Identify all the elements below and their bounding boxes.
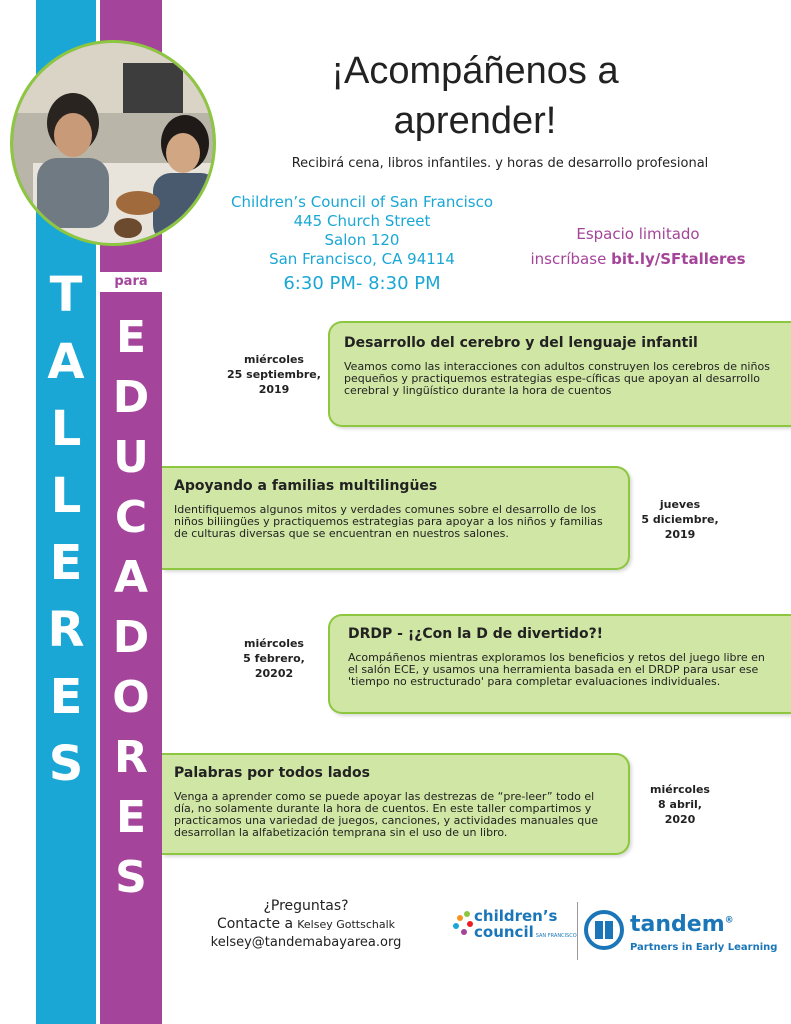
workshop-description: Venga a aprender como se puede apoyar las destrezas de “pre-leer” todo el día, no solamente durante la hora de cuentos. En este taller compartimos y practicamos una variedad de juegos, canciones, y actividades manuales que desarrollan la alfabetización temprana sin el uso de un libro.	[174, 790, 598, 839]
tandem-tagline: Partners in Early Learning	[630, 942, 778, 953]
workshop-card-3	[328, 614, 791, 714]
date-main: 5 diciembre,	[641, 513, 719, 526]
date-year: 2019	[258, 383, 290, 396]
date-year: 2020	[664, 813, 696, 826]
talleres-vertical-word	[36, 262, 96, 798]
tandem-book-icon	[588, 914, 620, 946]
talleres-letter: L	[50, 401, 82, 457]
tandem-registered-mark: ®	[724, 915, 734, 926]
register-link[interactable]: bit.ly/SFtalleres	[611, 250, 746, 268]
workshop-date-4	[630, 782, 730, 827]
educadores-letter: O	[112, 672, 150, 723]
street: 445 Church Street	[293, 212, 431, 230]
room: Salon 120	[324, 231, 400, 249]
educadores-letter: D	[112, 612, 150, 663]
date-year: 2019	[664, 528, 696, 541]
contact-question: ¿Preguntas?	[263, 898, 349, 914]
date-year: 20202	[254, 667, 294, 680]
logo-divider	[577, 902, 578, 960]
event-hours: 6:30 PM- 8:30 PM	[283, 273, 441, 294]
cc-sf: SAN FRANCISCO	[535, 933, 577, 939]
title-line-1: ¡Acompáñenos a	[331, 50, 619, 92]
date-day: miércoles	[650, 783, 710, 796]
date-main: 25 septiembre,	[227, 368, 321, 381]
educadores-letter: D	[112, 372, 150, 423]
educadores-letter: E	[115, 312, 147, 363]
talleres-letter: E	[49, 669, 83, 725]
talleres-letter: T	[49, 267, 83, 323]
date-day: miércoles	[244, 353, 304, 366]
limited-space: Espacio limitado	[576, 225, 700, 243]
workshop-title: Desarrollo del cerebro y del lenguaje infantil	[344, 335, 698, 351]
cc-line-2: council	[474, 923, 534, 941]
workshop-date-1	[222, 352, 326, 397]
date-main: 5 febrero,	[243, 652, 305, 665]
date-day: miércoles	[244, 637, 304, 650]
educadores-letter: R	[114, 732, 148, 783]
contact-email[interactable]: kelsey@tandemabayarea.org	[210, 935, 402, 950]
subtitle: Recibirá cena, libros infantiles. y horas de desarrollo profesional	[291, 156, 709, 171]
workshop-card-1	[328, 321, 791, 427]
workshop-title: Apoyando a familias multilingües	[174, 478, 438, 494]
workshop-card-2	[162, 466, 630, 570]
date-main: 8 abril,	[658, 798, 702, 811]
cc-line-1: children’s	[474, 907, 558, 925]
location-address	[212, 193, 512, 269]
date-day: jueves	[659, 498, 701, 511]
contact-name: Kelsey Gottschalk	[297, 918, 396, 931]
para-label: para	[100, 272, 162, 292]
workshop-date-2	[630, 497, 730, 542]
talleres-letter: A	[47, 334, 85, 390]
page-title	[230, 46, 720, 146]
talleres-letter: L	[50, 468, 82, 524]
educadores-letter: A	[113, 552, 149, 603]
contact-info	[186, 897, 426, 952]
title-line-2: aprender!	[393, 100, 557, 142]
workshop-title: DRDP - ¡¿Con la D de divertido?!	[348, 626, 604, 642]
registration-info	[508, 222, 768, 272]
talleres-letter: S	[48, 736, 84, 792]
childrens-council-wordmark	[474, 908, 577, 944]
educadores-vertical-word	[100, 308, 162, 908]
tandem-wordmark	[630, 912, 734, 937]
workshop-date-3	[226, 636, 322, 681]
workshop-description: Veamos como las interacciones con adultos construyen los cerebros de niños pequeños y practiquemos estrategias espe-cíficas que apoyan al desarrollo cerebral y lingüístico durante la hora de cuentos	[344, 360, 770, 397]
educadores-letter: E	[115, 792, 147, 843]
talleres-letter: E	[49, 535, 83, 591]
tandem-logo-icon	[584, 910, 624, 950]
workshop-description: Identifiquemos algunos mitos y verdades comunes sobre el desarrollo de los niños biliingües y practiquemos estrategias para apoyar a los niños y familias de culturas diversas que se encuentran en nuestros salones.	[174, 503, 603, 540]
tandem-name: tandem	[630, 912, 725, 937]
city: San Francisco, CA 94114	[269, 250, 455, 268]
workshop-title: Palabras por todos lados	[174, 765, 370, 781]
educadores-letter: C	[114, 492, 148, 543]
workshop-description: Acompáñenos mientras exploramos los beneficios y retos del juego libre en el salón ECE, y usamos una herramienta basada en el DRDP para usar ese 'tiempo no estructurado' para completar evaluaciones individuales.	[348, 651, 765, 688]
workshop-card-4	[162, 753, 630, 855]
talleres-letter: R	[47, 602, 85, 658]
contact-prefix: Contacte a	[216, 916, 294, 932]
org-name: Children’s Council of San Francisco	[230, 193, 494, 211]
register-prefix: inscríbase	[530, 250, 607, 268]
photo-illustration	[13, 43, 216, 246]
educadores-letter: U	[113, 432, 149, 483]
educators-photo	[10, 40, 216, 246]
educadores-letter: S	[115, 852, 147, 903]
